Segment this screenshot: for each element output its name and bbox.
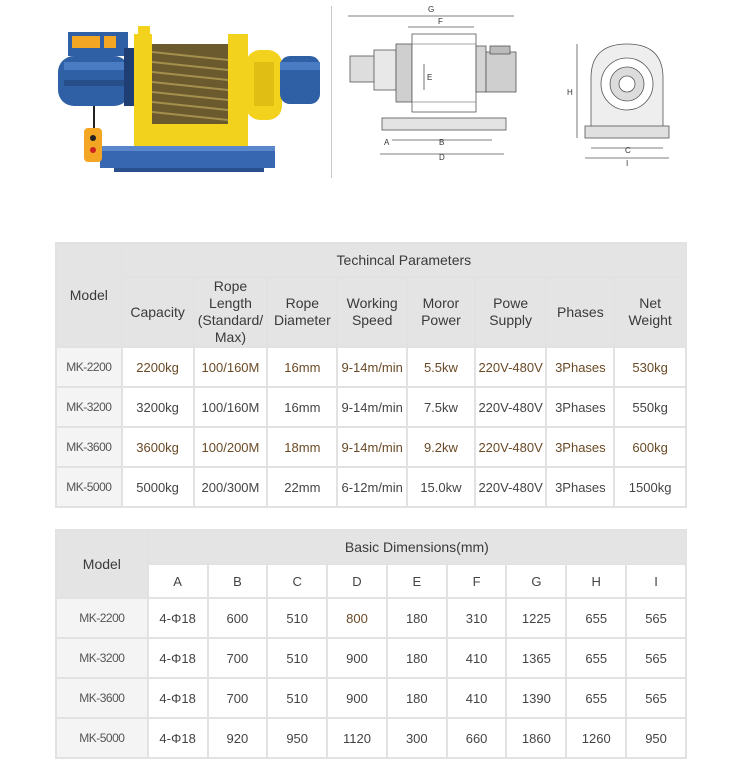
table-cell: 4-Φ18	[149, 679, 207, 717]
table-cell: 655	[567, 599, 625, 637]
dim-label-e: E	[427, 73, 433, 82]
table-cell: 4-Φ18	[149, 719, 207, 757]
table-cell: 3200kg	[123, 388, 193, 426]
table-cell: 800	[328, 599, 386, 637]
table-cell: 3600kg	[123, 428, 193, 466]
table-cell: 6-12m/min	[338, 468, 406, 506]
table-cell: 16mm	[268, 348, 336, 386]
basic-dimensions-table	[55, 529, 687, 759]
table-cell: 220V-480V	[476, 468, 546, 506]
table-cell: 200/300M	[195, 468, 267, 506]
table-row	[57, 679, 685, 717]
column-header-row	[57, 565, 685, 597]
table-row	[57, 388, 685, 426]
technical-parameters-table	[55, 242, 687, 508]
table-cell: 700	[209, 679, 267, 717]
table-cell: 9-14m/min	[338, 348, 406, 386]
table-cell: 4-Φ18	[149, 599, 207, 637]
model-cell: MK-5000	[57, 468, 121, 506]
column-header: I	[627, 565, 685, 597]
table-cell: 565	[627, 639, 685, 677]
table-row	[57, 639, 685, 677]
dim-label-c: C	[625, 146, 631, 155]
table-cell: 9-14m/min	[338, 428, 406, 466]
model-header: Model	[57, 244, 121, 346]
column-header: F	[448, 565, 506, 597]
table-cell: 510	[268, 679, 326, 717]
table-cell: 565	[627, 599, 685, 637]
column-header: Phases	[547, 278, 613, 346]
table-cell: 900	[328, 679, 386, 717]
front-dimension-drawing	[344, 4, 519, 164]
table-row	[57, 719, 685, 757]
table-row	[57, 468, 685, 506]
table-cell: 950	[268, 719, 326, 757]
dim-label-d: D	[439, 153, 445, 162]
model-cell: MK-5000	[57, 719, 147, 757]
table-row	[57, 348, 685, 386]
model-cell: MK-2200	[57, 348, 121, 386]
column-header: Rope Diameter	[268, 278, 336, 346]
table-cell: 4-Φ18	[149, 639, 207, 677]
table-cell: 510	[268, 599, 326, 637]
table-cell: 180	[388, 639, 446, 677]
dim-label-a: A	[384, 138, 390, 147]
table-cell: 655	[567, 679, 625, 717]
column-header: Working Speed	[338, 278, 406, 346]
column-header-row	[57, 278, 685, 346]
table-cell: 530kg	[615, 348, 685, 386]
table-cell: 1260	[567, 719, 625, 757]
column-header: H	[567, 565, 625, 597]
column-header: D	[328, 565, 386, 597]
table-cell: 410	[448, 639, 506, 677]
table-cell: 1365	[507, 639, 565, 677]
table-cell: 600kg	[615, 428, 685, 466]
table-cell: 900	[328, 639, 386, 677]
model-cell: MK-3600	[57, 428, 121, 466]
dim-label-h: H	[567, 88, 573, 97]
column-header: G	[507, 565, 565, 597]
dim-label-i: I	[626, 159, 629, 168]
table-cell: 1120	[328, 719, 386, 757]
table-row	[57, 428, 685, 466]
winch-product-image	[54, 22, 322, 174]
model-cell: MK-3200	[57, 639, 147, 677]
table-cell: 950	[627, 719, 685, 757]
table-cell: 600	[209, 599, 267, 637]
column-header: Net Weight	[615, 278, 685, 346]
table-cell: 310	[448, 599, 506, 637]
column-header: Moror Power	[408, 278, 474, 346]
side-dimension-drawing	[563, 38, 675, 168]
table-cell: 15.0kw	[408, 468, 474, 506]
table-cell: 220V-480V	[476, 348, 546, 386]
model-cell: MK-2200	[57, 599, 147, 637]
table-cell: 300	[388, 719, 446, 757]
column-header: A	[149, 565, 207, 597]
table-cell: 920	[209, 719, 267, 757]
table-cell: 410	[448, 679, 506, 717]
table-cell: 22mm	[268, 468, 336, 506]
table-cell: 100/160M	[195, 348, 267, 386]
table-cell: 16mm	[268, 388, 336, 426]
table-cell: 1500kg	[615, 468, 685, 506]
table-cell: 180	[388, 599, 446, 637]
table-cell: 700	[209, 639, 267, 677]
table-cell: 3Phases	[547, 388, 613, 426]
column-header: Capacity	[123, 278, 193, 346]
column-header: C	[268, 565, 326, 597]
table-cell: 100/200M	[195, 428, 267, 466]
table-cell: 5.5kw	[408, 348, 474, 386]
table-cell: 660	[448, 719, 506, 757]
table-cell: 3Phases	[547, 468, 613, 506]
column-header: Rope Length (Standard/ Max)	[195, 278, 267, 346]
dim-label-b: B	[439, 138, 445, 147]
table-cell: 1860	[507, 719, 565, 757]
column-header: E	[388, 565, 446, 597]
table-cell: 1390	[507, 679, 565, 717]
column-header: B	[209, 565, 267, 597]
table-cell: 5000kg	[123, 468, 193, 506]
model-header: Model	[57, 531, 147, 597]
table-cell: 100/160M	[195, 388, 267, 426]
table-cell: 180	[388, 679, 446, 717]
table-cell: 550kg	[615, 388, 685, 426]
illustrations	[0, 0, 750, 185]
table-cell: 9-14m/min	[338, 388, 406, 426]
table-cell: 1225	[507, 599, 565, 637]
dim-label-g: G	[428, 5, 435, 14]
column-header: Powe Supply	[476, 278, 546, 346]
table-cell: 220V-480V	[476, 388, 546, 426]
table-cell: 510	[268, 639, 326, 677]
table-cell: 3Phases	[547, 428, 613, 466]
table-cell: 2200kg	[123, 348, 193, 386]
group-header: Techincal Parameters	[123, 244, 685, 276]
divider	[331, 6, 332, 178]
table-row	[57, 599, 685, 637]
table-cell: 7.5kw	[408, 388, 474, 426]
group-header: Basic Dimensions(mm)	[149, 531, 685, 563]
table-cell: 655	[567, 639, 625, 677]
table-cell: 18mm	[268, 428, 336, 466]
model-cell: MK-3200	[57, 388, 121, 426]
table-cell: 3Phases	[547, 348, 613, 386]
dim-label-f: F	[438, 17, 443, 26]
table-cell: 9.2kw	[408, 428, 474, 466]
table-cell: 565	[627, 679, 685, 717]
model-cell: MK-3600	[57, 679, 147, 717]
table-cell: 220V-480V	[476, 428, 546, 466]
